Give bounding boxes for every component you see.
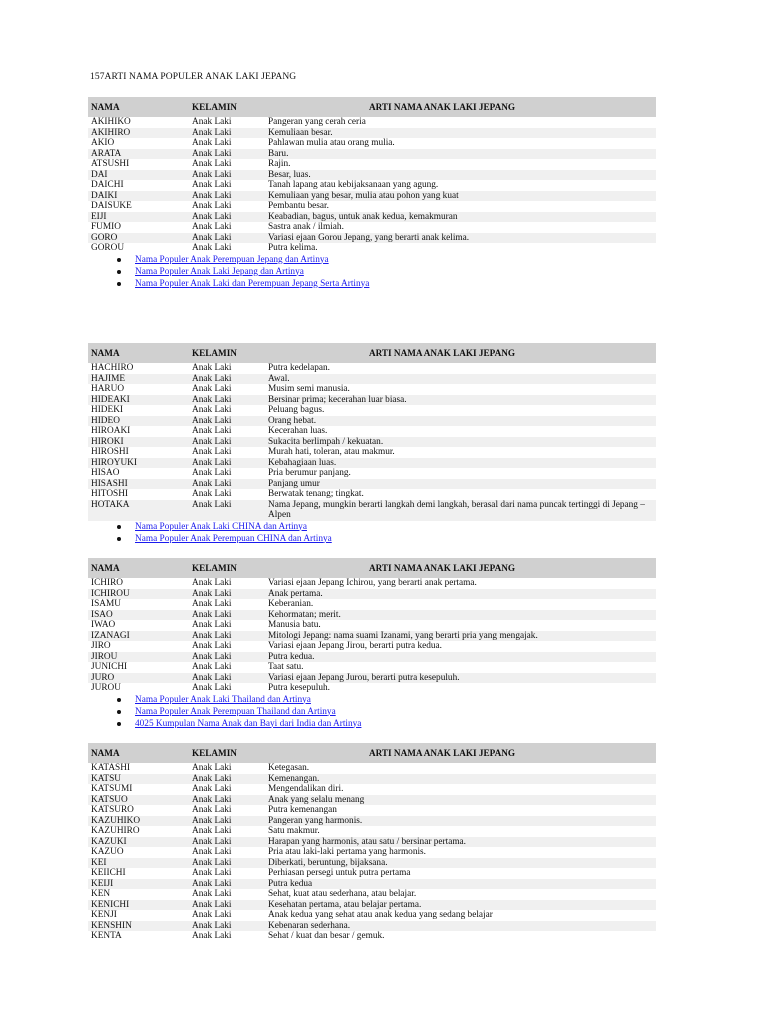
cell-meaning: Murah hati, toleran, atau makmur. [268,447,395,457]
table-row [88,910,656,921]
table-row [88,889,656,900]
cell-gender: Anak Laki [192,868,232,878]
cell-meaning: Putra kedelapan. [268,363,330,373]
table-row [88,458,656,469]
cell-gender: Anak Laki [192,578,232,588]
cell-name: IZANAGI [91,630,130,641]
cell-name: KEIJI [91,878,114,889]
cell-meaning: Pembantu besar. [268,201,329,211]
table-row [88,500,656,521]
cell-gender: Anak Laki [192,857,232,868]
table-row [88,201,656,212]
cell-meaning: Pahlawan mulia atau orang mulia. [268,138,395,148]
table-row [88,774,656,785]
cell-name: KENJI [91,910,117,920]
cell-gender: Anak Laki [192,436,232,447]
table-row [88,589,656,600]
table-row [88,159,656,170]
cell-gender: Anak Laki [192,672,232,683]
cell-meaning: Kehormatan; merit. [268,609,341,620]
table-body [88,363,656,521]
cell-meaning: Sukacita berlimpah / kekuatan. [268,436,384,447]
bullet-icon [117,270,121,274]
cell-meaning: Putra kedua [268,878,313,889]
cell-meaning: Panjang umur [268,478,320,489]
cell-gender: Anak Laki [192,180,232,190]
table-header [88,343,656,363]
table-row [88,631,656,642]
cell-name: KATSUMI [91,784,133,794]
cell-gender: Anak Laki [192,222,232,232]
table-body [88,117,656,254]
cell-name: KAZUHIRO [91,826,140,836]
table-row [88,795,656,806]
cell-meaning: Tanah lapang atau kebijaksanaan yang agung. [268,180,439,190]
cell-name: AKIO [91,138,115,148]
names-table-section [88,343,656,545]
cell-meaning: Rajin. [268,159,291,169]
cell-gender: Anak Laki [192,159,232,169]
table-row [88,128,656,139]
list-item [88,706,656,718]
cell-meaning: Kemenangan. [268,773,320,784]
cell-meaning: Variasi ejaan Gorou Jepang, yang berarti anak kelima. [268,232,470,243]
bullet-icon [117,698,121,702]
cell-gender: Anak Laki [192,836,232,847]
related-link[interactable]: Nama Populer Anak Perempuan Jepang dan Artinya [135,254,329,265]
related-link[interactable]: Nama Populer Anak Perempuan CHINA dan Artinya [135,533,332,544]
bullet-icon [117,258,121,262]
cell-name: KATASHI [91,763,131,773]
cell-name: ICHIRO [91,578,124,588]
related-links-list [88,694,656,730]
cell-gender: Anak Laki [192,599,232,609]
cell-meaning: Kebahagiaan luas. [268,457,337,468]
names-table-section [88,97,656,290]
header-name: NAMA [91,102,120,112]
cell-name: HITOSHI [91,489,129,499]
cell-meaning: Keberanian. [268,599,314,609]
cell-gender: Anak Laki [192,138,232,148]
cell-meaning: Pria berumur panjang. [268,468,351,478]
table-row [88,468,656,479]
bullet-icon [117,722,121,726]
cell-name: HOTAKA [91,499,130,510]
cell-gender: Anak Laki [192,920,232,931]
cell-gender: Anak Laki [192,899,232,910]
header-gender: KELAMIN [192,748,237,758]
cell-meaning: Kemuliaan yang besar, mulia atau pohon yang kuat [268,190,459,201]
table-row [88,784,656,795]
cell-meaning: Sehat / kuat dan besar / gemuk. [268,931,385,941]
cell-meaning: Besar, luas. [268,169,311,180]
cell-meaning: Variasi ejaan Jepang Jirou, berarti putra kedua. [268,641,442,651]
table-row [88,931,656,942]
table-body [88,763,656,942]
cell-name: HIROSHI [91,447,129,457]
cell-gender: Anak Laki [192,384,232,394]
cell-meaning: Variasi ejaan Jepang Ichirou, yang berarti anak pertama. [268,578,477,588]
cell-meaning: Harapan yang harmonis, atau satu / bersinar pertama. [268,836,466,847]
cell-name: DAISUKE [91,201,132,211]
header-gender: KELAMIN [192,348,237,358]
cell-meaning: Baru. [268,148,289,159]
cell-meaning: Diberkati, beruntung, bijaksana. [268,857,388,868]
table-row [88,395,656,406]
cell-gender: Anak Laki [192,588,232,599]
header-name: NAMA [91,748,120,758]
cell-name: KATSUO [91,794,128,805]
cell-name: KAZUO [91,847,124,857]
list-item [88,533,656,545]
cell-name: HACHIRO [91,363,134,373]
cell-gender: Anak Laki [192,426,232,436]
cell-name: HIROAKI [91,426,131,436]
table-row [88,191,656,202]
related-links-list [88,254,656,290]
cell-name: KENICHI [91,899,130,910]
related-link[interactable]: 4025 Kumpulan Nama Anak dan Bayi dari India dan Artinya [135,718,362,729]
cell-meaning: Nama Jepang, mungkin berarti langkah demi langkah, berasal dari nama puncak tertinggi di Jepang – Alpen [268,499,645,520]
table-row [88,805,656,816]
table-row [88,489,656,500]
names-table-section [88,743,656,942]
cell-meaning: Musim semi manusia. [268,384,350,394]
table-row [88,384,656,395]
table-row [88,117,656,128]
table-row [88,212,656,223]
cell-meaning: Pangeran yang cerah ceria [268,117,366,127]
table-row [88,578,656,589]
cell-name: GORO [91,232,118,243]
table-row [88,447,656,458]
cell-gender: Anak Laki [192,489,232,499]
cell-meaning: Berwatak tenang; tingkat. [268,489,364,499]
related-link[interactable]: Nama Populer Anak Laki Thailand dan Artinya [135,694,311,705]
cell-name: ICHIROU [91,588,130,599]
related-link[interactable]: Nama Populer Anak Perempuan Thailand dan Artinya [135,706,336,717]
cell-meaning: Putra kesepuluh. [268,683,330,693]
header-name: NAMA [91,563,120,573]
table-row [88,170,656,181]
cell-gender: Anak Laki [192,662,232,672]
table-row [88,599,656,610]
cell-name: JUNICHI [91,662,128,672]
table-header [88,743,656,763]
cell-meaning: Pria atau laki-laki pertama yang harmonis. [268,847,426,857]
cell-name: HISAO [91,468,120,478]
cell-gender: Anak Laki [192,805,232,815]
cell-name: HIDEKI [91,405,124,415]
table-row [88,620,656,631]
cell-gender: Anak Laki [192,190,232,201]
names-table-section [88,558,656,730]
cell-name: KEIICHI [91,868,126,878]
cell-name: KATSURO [91,805,134,815]
table-row [88,610,656,621]
cell-name: ISAMU [91,599,121,609]
table-row [88,683,656,694]
cell-name: EIJI [91,211,107,222]
cell-meaning: Orang hebat. [268,415,317,426]
list-item [88,521,656,533]
bullet-icon [117,525,121,529]
list-item [88,254,656,266]
cell-gender: Anak Laki [192,683,232,693]
cell-gender: Anak Laki [192,499,232,510]
table-row [88,858,656,869]
cell-name: JUROU [91,683,121,693]
cell-gender: Anak Laki [192,815,232,826]
table-row [88,900,656,911]
table-header [88,97,656,117]
related-link[interactable]: Nama Populer Anak Laki CHINA dan Artinya [135,521,307,532]
cell-meaning: Ketegasan. [268,763,310,773]
table-row [88,847,656,858]
cell-name: ISAO [91,609,113,620]
table-row [88,763,656,774]
table-row [88,243,656,254]
cell-meaning: Putra kelima. [268,243,318,253]
table-row [88,868,656,879]
cell-gender: Anak Laki [192,394,232,405]
cell-gender: Anak Laki [192,373,232,384]
cell-meaning: Awal. [268,373,290,384]
cell-name: HARUO [91,384,125,394]
cell-name: JURO [91,672,115,683]
cell-gender: Anak Laki [192,447,232,457]
cell-gender: Anak Laki [192,148,232,159]
cell-meaning: Kebenaran sederhana. [268,920,351,931]
table-row [88,437,656,448]
header-gender: KELAMIN [192,102,237,112]
related-links-list [88,521,656,545]
table-row [88,479,656,490]
header-name: NAMA [91,348,120,358]
cell-name: HIDEO [91,415,120,426]
cell-name: HISASHI [91,478,128,489]
table-row [88,222,656,233]
table-row [88,662,656,673]
cell-gender: Anak Laki [192,878,232,889]
cell-meaning: Anak yang selalu menang [268,794,365,805]
table-row [88,826,656,837]
cell-gender: Anak Laki [192,405,232,415]
cell-meaning: Anak pertama. [268,588,323,599]
cell-gender: Anak Laki [192,641,232,651]
cell-gender: Anak Laki [192,363,232,373]
cell-gender: Anak Laki [192,763,232,773]
cell-name: HIROYUKI [91,457,137,468]
cell-name: JIROU [91,651,118,662]
cell-gender: Anak Laki [192,889,232,899]
cell-meaning: Manusia batu. [268,620,321,630]
cell-name: IWAO [91,620,116,630]
table-row [88,837,656,848]
cell-meaning: Kesehatan pertama, atau belajar pertama. [268,899,422,910]
list-item [88,694,656,706]
table-row [88,233,656,244]
bullet-icon [117,537,121,541]
cell-gender: Anak Laki [192,630,232,641]
bullet-icon [117,710,121,714]
cell-gender: Anak Laki [192,457,232,468]
cell-name: KEN [91,889,111,899]
related-link[interactable]: Nama Populer Anak Laki dan Perempuan Jepang Serta Artinya [135,278,370,289]
cell-name: DAICHI [91,180,124,190]
table-row [88,138,656,149]
table-header [88,558,656,578]
cell-gender: Anak Laki [192,415,232,426]
cell-name: KEI [91,857,107,868]
cell-meaning: Perhiasan persegi untuk putra pertama [268,868,411,878]
cell-gender: Anak Laki [192,609,232,620]
cell-gender: Anak Laki [192,201,232,211]
cell-name: GOROU [91,243,125,253]
list-item [88,718,656,730]
cell-name: KENSHIN [91,920,132,931]
header-meaning: ARTI NAMA ANAK LAKI JEPANG [368,348,515,358]
cell-name: DAI [91,169,108,180]
table-row [88,921,656,932]
cell-gender: Anak Laki [192,211,232,222]
cell-meaning: Mitologi Jepang: nama suami Izanami, yang berarti pria yang mengajak. [268,630,538,641]
cell-gender: Anak Laki [192,931,232,941]
table-row [88,374,656,385]
cell-name: ARATA [91,148,122,159]
cell-name: HAJIME [91,373,126,384]
header-meaning: ARTI NAMA ANAK LAKI JEPANG [368,563,515,573]
cell-meaning: Taat satu. [268,662,304,672]
cell-meaning: Bersinar prima; kecerahan luar biasa. [268,394,407,405]
list-item [88,278,656,290]
cell-meaning: Sastra anak / ilmiah. [268,222,344,232]
table-row [88,652,656,663]
cell-gender: Anak Laki [192,826,232,836]
header-meaning: ARTI NAMA ANAK LAKI JEPANG [368,748,515,758]
table-row [88,149,656,160]
cell-meaning: Putra kedua. [268,651,315,662]
cell-gender: Anak Laki [192,773,232,784]
bullet-icon [117,282,121,286]
cell-name: KATSU [91,773,121,784]
table-row [88,673,656,684]
cell-meaning: Putra kemenangan [268,805,337,815]
cell-name: HIROKI [91,436,124,447]
cell-name: HIDEAKI [91,394,130,405]
cell-name: AKIHIRO [91,127,131,138]
table-row [88,641,656,652]
cell-gender: Anak Laki [192,784,232,794]
cell-meaning: Anak kedua yang sehat atau anak kedua yang sedang belajar [268,910,493,920]
cell-gender: Anak Laki [192,169,232,180]
cell-gender: Anak Laki [192,794,232,805]
table-row [88,416,656,427]
cell-meaning: Sehat, kuat atau sederhana, atau belajar. [268,889,417,899]
table-row [88,879,656,890]
cell-meaning: Peluang bagus. [268,405,325,415]
cell-meaning: Kecerahan luas. [268,426,328,436]
cell-gender: Anak Laki [192,243,232,253]
cell-gender: Anak Laki [192,847,232,857]
cell-name: KAZUKI [91,836,127,847]
table-row [88,363,656,374]
table-row [88,816,656,827]
table-body [88,578,656,694]
cell-gender: Anak Laki [192,232,232,243]
cell-gender: Anak Laki [192,620,232,630]
table-row [88,180,656,191]
header-meaning: ARTI NAMA ANAK LAKI JEPANG [368,102,515,112]
table-row [88,426,656,437]
cell-meaning: Mengendalikan diri. [268,784,344,794]
cell-meaning: Pangeran yang harmonis. [268,815,363,826]
cell-gender: Anak Laki [192,478,232,489]
cell-name: AKIHIKO [91,117,131,127]
cell-name: KENTA [91,931,122,941]
cell-meaning: Keabadian, bagus, untuk anak kedua, kemakmuran [268,211,458,222]
cell-gender: Anak Laki [192,127,232,138]
cell-name: ATSUSHI [91,159,130,169]
cell-name: JIRO [91,641,111,651]
header-gender: KELAMIN [192,563,237,573]
cell-name: DAIKI [91,190,118,201]
cell-gender: Anak Laki [192,117,232,127]
page-title: 157ARTI NAMA POPULER ANAK LAKI JEPANG [90,72,297,82]
cell-name: KAZUHIKO [91,815,141,826]
cell-meaning: Variasi ejaan Jepang Jurou, berarti putra kesepuluh. [268,672,460,683]
cell-name: FUMIO [91,222,121,232]
cell-gender: Anak Laki [192,910,232,920]
cell-meaning: Satu makmur. [268,826,320,836]
cell-meaning: Kemuliaan besar. [268,127,333,138]
cell-gender: Anak Laki [192,468,232,478]
cell-gender: Anak Laki [192,651,232,662]
table-row [88,405,656,416]
related-link[interactable]: Nama Populer Anak Laki Jepang dan Artinya [135,266,304,277]
list-item [88,266,656,278]
